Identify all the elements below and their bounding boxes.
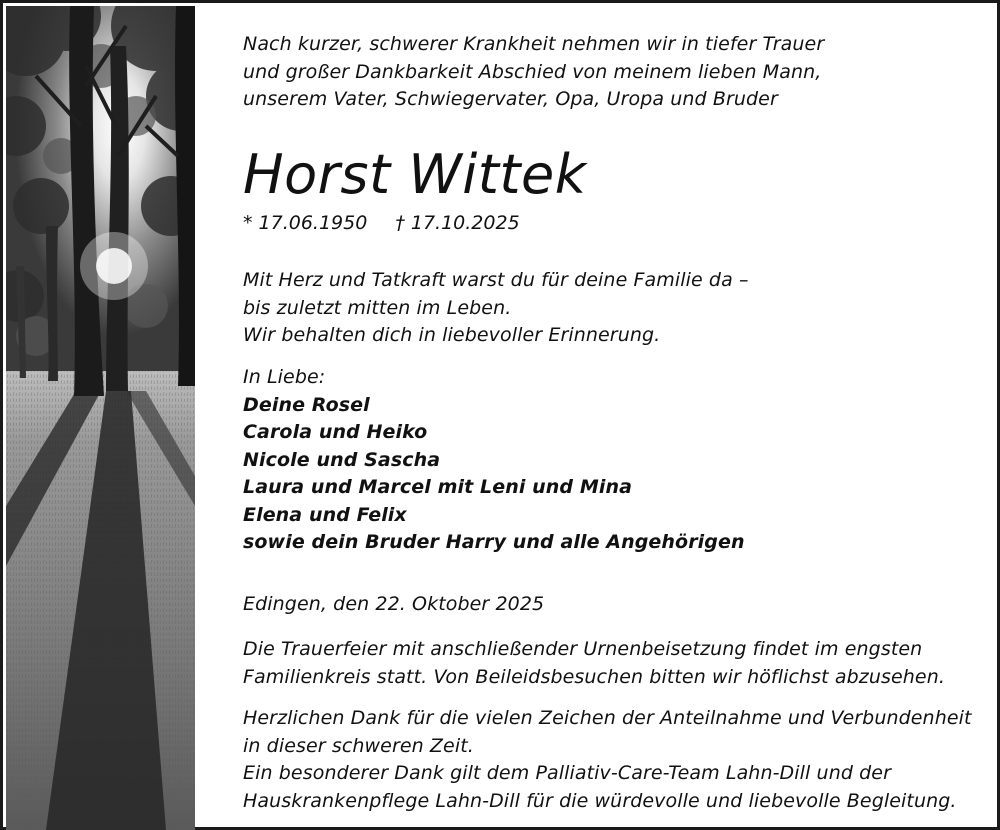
mourner-name: Nicole und Sascha xyxy=(243,448,441,471)
ceremony-notice xyxy=(243,636,983,691)
mourners-list xyxy=(243,364,983,557)
ceremony-line: Die Trauerfeier mit anschließender Urnenbeisetzung findet im engsten xyxy=(243,638,923,660)
intro-line: und großer Dankbarkeit Abschied von meinem lieben Mann, xyxy=(243,60,822,83)
intro-line: unserem Vater, Schwiegervater, Opa, Uropa und Bruder xyxy=(243,88,778,110)
deceased-name: Horst Wittek xyxy=(243,143,587,206)
mourner-name: Carola und Heiko xyxy=(243,421,428,443)
tribute-line: Wir behalten dich in liebevoller Erinnerung. xyxy=(243,324,661,346)
park-trees-photo xyxy=(6,6,195,830)
ceremony-line: Familienkreis statt. Von Beileidsbesuchen bitten wir höflichst abzusehen. xyxy=(243,665,945,688)
intro-line: Nach kurzer, schwerer Krankheit nehmen wir in tiefer Trauer xyxy=(243,33,825,55)
mourner-name: Laura und Marcel mit Leni und Mina xyxy=(243,476,632,498)
thanks-line: Herzlichen Dank für die vielen Zeichen der Anteilnahme und Verbundenheit xyxy=(243,707,972,729)
tribute-line: bis zuletzt mitten im Leben. xyxy=(243,296,512,319)
mourner-name: Elena und Felix xyxy=(243,503,407,526)
mourners-heading: In Liebe: xyxy=(243,366,326,388)
birth-date: * 17.06.1950 xyxy=(243,212,368,234)
life-dates xyxy=(243,209,520,237)
tribute-line: Mit Herz und Tatkraft warst du für deine Familie da – xyxy=(243,269,749,291)
intro-paragraph xyxy=(243,31,983,114)
tribute-paragraph xyxy=(243,267,983,350)
thanks-line: Ein besonderer Dank gilt dem Palliativ-Care-Team Lahn-Dill und der xyxy=(243,762,891,784)
thanks-paragraph xyxy=(243,705,983,815)
mourner-name: Deine Rosel xyxy=(243,393,370,416)
thanks-line: Hauskrankenpflege Lahn-Dill für die würdevolle und liebevolle Begleitung. xyxy=(243,789,957,812)
mourner-name: sowie dein Bruder Harry und alle Angehörigen xyxy=(243,531,745,553)
death-date: † 17.10.2025 xyxy=(395,212,520,234)
thanks-line: in dieser schweren Zeit. xyxy=(243,734,474,757)
place-date: Edingen, den 22. Oktober 2025 xyxy=(243,593,545,615)
